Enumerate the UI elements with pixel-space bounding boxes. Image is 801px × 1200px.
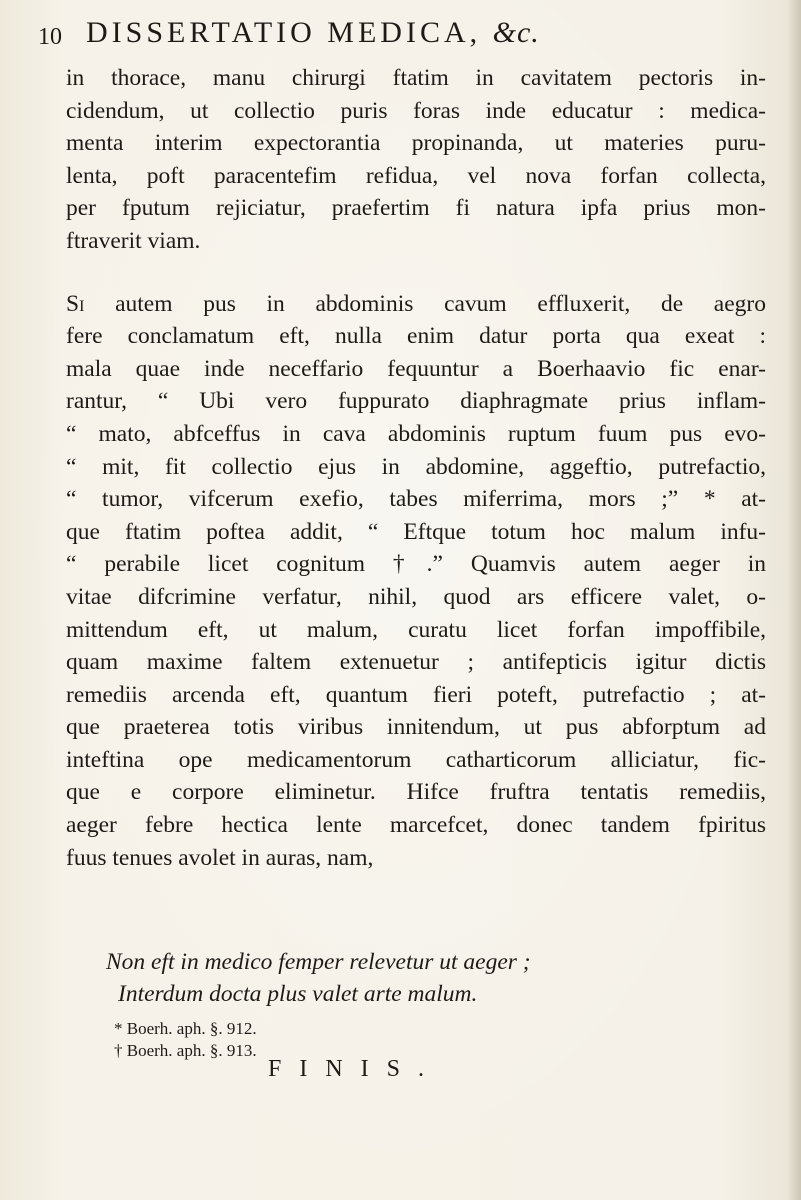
text-line: mala quae inde neceffario fequuntur a Boerhaavio fic enar- [66,355,766,382]
text-line: “ perabile licet cognitum †.” Quamvis autem aeger in [66,551,766,578]
text-line: ftraverit viam. [66,227,201,254]
text-line: “ tumor, vifcerum exefio, tabes miferrima, mors ;” * at- [66,486,766,513]
text-line: “ mit, fit collectio ejus in abdomine, aggeftio, putrefactio, [66,453,766,480]
text-line: “ mato, abfceffus in cava abdominis ruptum fuum pus evo- [66,420,766,447]
text-line: mittendum eft, ut malum, curatu licet forfan impoffibile, [66,616,766,643]
running-title [86,16,540,50]
footnotes [114,1018,257,1062]
verse-line: Non eft in medico femper relevetur ut aeger ; [106,949,531,975]
page-edge-shadow [787,0,801,1200]
paragraph-2 [66,288,766,875]
paragraph-initial-word: Si [66,290,85,317]
text-line: que e corpore eliminetur. Hifce fruftra tentatis remediis, [66,779,766,806]
text-line: inteftina ope medicamentorum catharticorum alliciatur, fic- [66,746,766,773]
footnote: * Boerh. aph. §. 912. [114,1019,257,1038]
body-text [66,62,766,874]
running-head [38,16,781,56]
running-title-etc: &c. [492,16,540,49]
text-line: cidendum, ut collectio puris foras inde educatur : medica- [66,97,766,124]
text-line: per fputum rejiciatur, praefertim fi natura ipfa prius mon- [66,195,766,222]
verse-line: Interdum docta plus valet arte malum. [118,981,478,1007]
text-line: quam maxime faltem extenuetur ; antifepticis igitur dictis [66,649,766,676]
text-line: lenta, poft paracentefim refidua, vel nova forfan collecta, [66,162,766,189]
text-line-rest: autem pus in abdominis cavum effluxerit, de aegro [84,290,766,317]
text-line: vitae difcrimine verfatur, nihil, quod ars efficere valet, o- [66,583,766,610]
verse-quotation [106,946,706,1010]
text-line: aeger febre hectica lente marcefcet, donec tandem fpiritus [66,812,766,839]
paragraph-1 [66,62,766,258]
page-number: 10 [38,24,62,50]
text-line: fuus tenues avolet in auras, nam, [66,844,374,871]
paragraph-gap [66,258,766,288]
text-line: que ftatim poftea addit, “ Eftque totum hoc malum infu- [66,518,766,545]
text-line: que praeterea totis viribus innitendum, ut pus abforptum ad [66,714,766,741]
text-line: fere conclamatum eft, nulla enim datur porta qua exeat : [66,323,766,350]
text-line: menta interim expectorantia propinanda, ut materies puru- [66,130,766,157]
text-line: in thorace, manu chirurgi ftatim in cavitatem pectoris in- [66,65,766,91]
footnote: † Boerh. aph. §. 913. [114,1041,257,1060]
text-line [66,288,766,321]
text-line: remediis arcenda eft, quantum fieri poteft, putrefactio ; at- [66,681,766,708]
running-title-text: DISSERTATIO MEDICA, [86,16,482,49]
finis-colophon: FINIS. [268,1056,443,1082]
text-line: rantur, “ Ubi vero fuppurato diaphragmate prius inflam- [66,388,766,415]
